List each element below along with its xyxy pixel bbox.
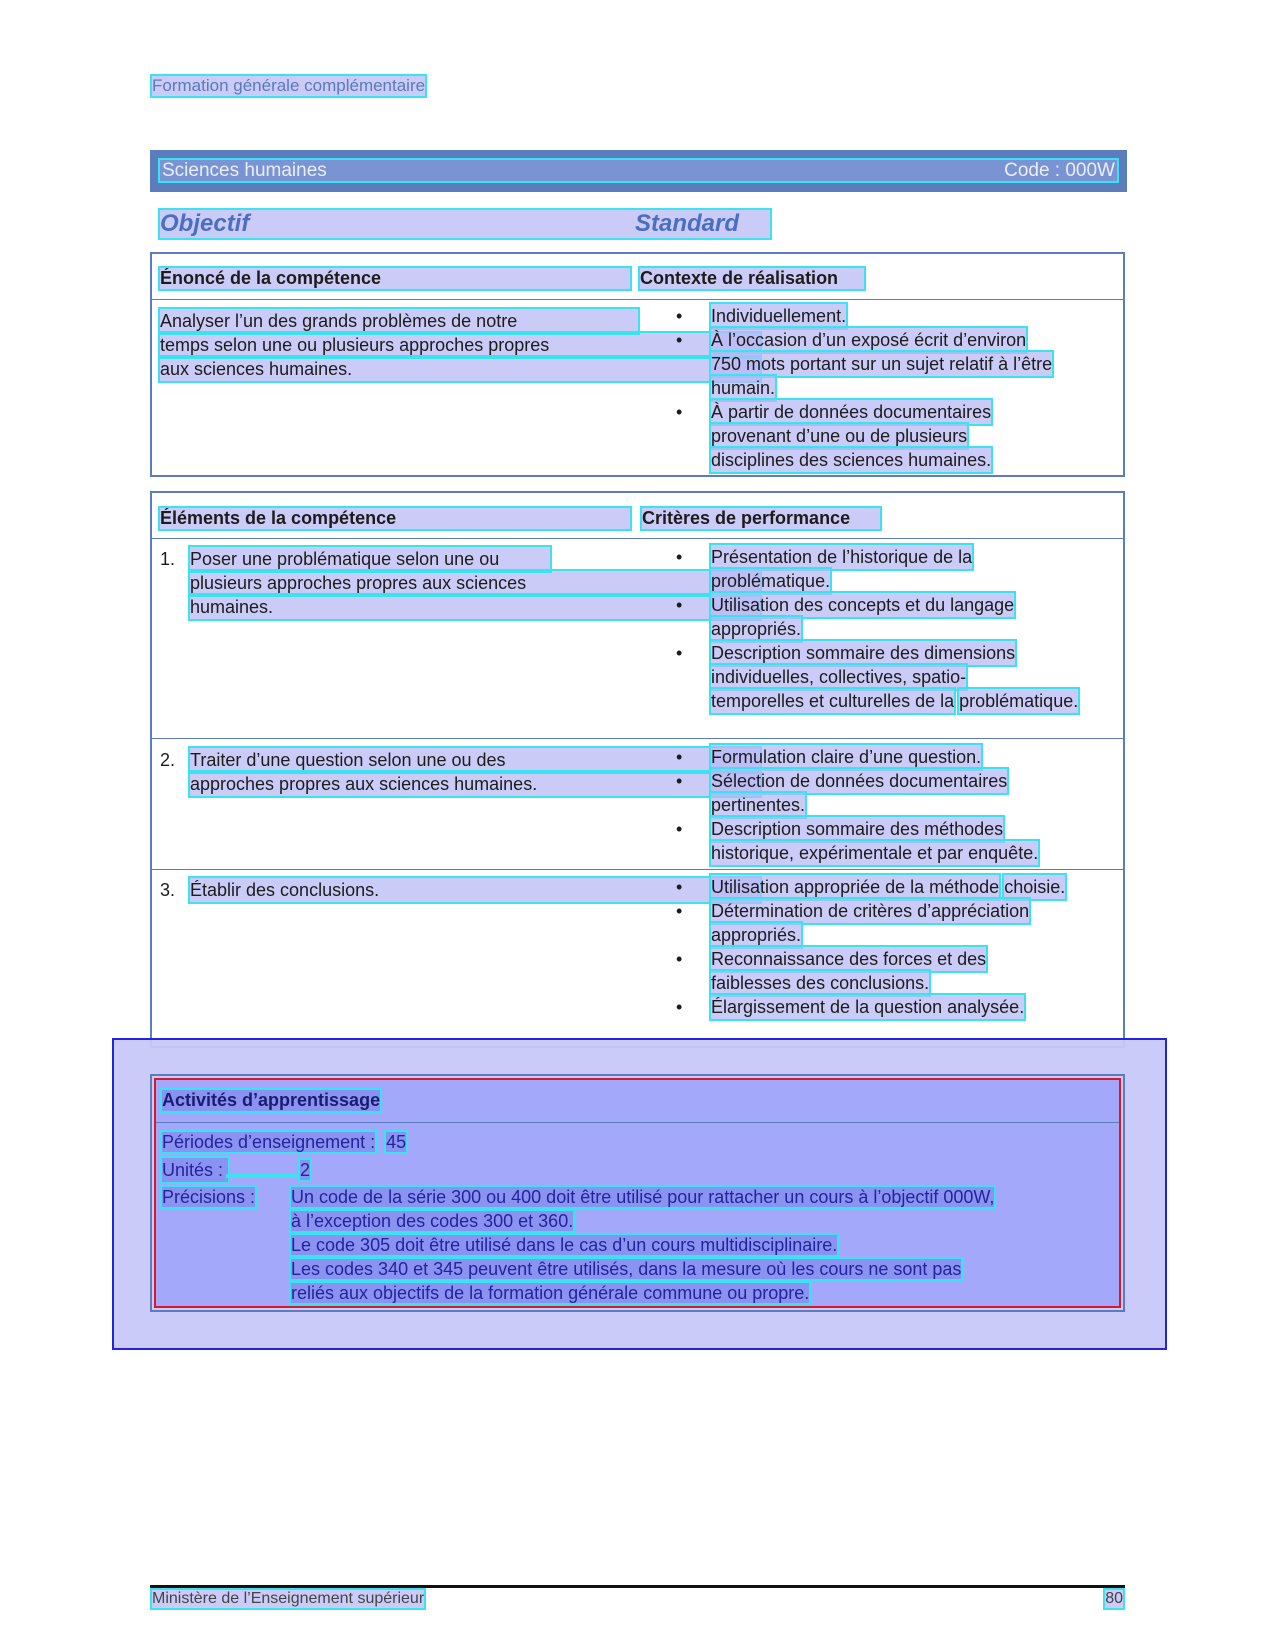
standard-heading: Standard [635, 210, 740, 237]
precisions-label-wrap [162, 1185, 255, 1209]
periods-value: 45 [386, 1132, 407, 1152]
elements-table: Éléments de la compétence Critères de performance 1. Poser une problématique selon une ou plusieurs approches propres aux sciences humaines. • Présentation de l’historique de la problématique. • Utilisation des concepts et du langage appropriés. • Description sommaire des dimensions individuelles, collectives, spatio- temporelles et culturelles de la problématique. 2. Traiter d’une question selon une ou des approches propres aux sciences humaines. • Formulation claire d’une question. • Sélection de données documentaires pertinentes. • Description sommaire des méthodes historique, expérimentale et par enquête. 3. Établir des conclusions. • Utilisation appropriée de la méthode choisie. • Détermination de critères d’appréciation appropriés. • Reconnaissance des forces et des faiblesses des conclusions. • Élargissement de la question analysée. [150, 491, 1125, 1048]
footer-ministry: Ministère de l’Enseignement supérieur [152, 1590, 425, 1607]
activities-content [154, 1078, 1121, 1308]
page-number: 80 [1105, 1590, 1123, 1607]
criteria-list [676, 875, 1096, 1019]
precisions-text: Un code de la série 300 ou 400 doit être utilisé pour rattacher un cours à l’objectif 000W, à l’exception des codes 300 et 360. Le code 305 doit être utilisé dans le cas d’un cours multidisciplinaire. Les codes 340 et 345 peuvent être utilisés, dans la mesure où les cours ne sont pas reliés aux objectifs de la formation générale commune ou propre. [291, 1187, 995, 1303]
objective-code: Code : 000W [1004, 159, 1115, 181]
criteria-list [676, 545, 1096, 713]
list-item: • Détermination de critères d’appréciation appropriés. [676, 899, 1096, 947]
discipline-banner [150, 150, 1127, 192]
list-item: • Élargissement de la question analysée. [676, 995, 1096, 1019]
list-item: • Utilisation des concepts et du langage appropriés. [676, 593, 1096, 641]
units-row [162, 1158, 310, 1182]
periods-label: Périodes d’enseignement : [162, 1132, 376, 1152]
units-value: 2 [300, 1160, 311, 1180]
context-list [676, 304, 1096, 472]
competence-table [150, 252, 1125, 477]
list-item: • Description sommaire des dimensions individuelles, collectives, spatio- temporelles et culturelles de la problématique. [676, 641, 1096, 713]
list-item: • À partir de données documentaires provenant d’une ou de plusieurs disciplines des sciences humaines. [676, 400, 1096, 472]
criteria-header: Critères de performance [642, 508, 880, 529]
precisions-label: Précisions : [162, 1187, 256, 1207]
criteria-list [676, 745, 1096, 865]
list-item: • Présentation de l’historique de la problématique. [676, 545, 1096, 593]
activities-title: Activités d’apprentissage [162, 1090, 381, 1110]
statement-header: Énoncé de la compétence [160, 268, 630, 289]
list-item: • Individuellement. [676, 304, 1096, 328]
list-item: • Formulation claire d’une question. [676, 745, 1096, 769]
list-item: • Reconnaissance des forces et des faiblesses des conclusions. [676, 947, 1096, 995]
context-header: Contexte de réalisation [640, 268, 864, 289]
list-item: • Utilisation appropriée de la méthode choisie. [676, 875, 1096, 899]
units-label: Unités : [162, 1158, 228, 1182]
objective-heading: Objectif [160, 210, 250, 237]
competence-statement: Analyser l’un des grands problèmes de notre temps selon une ou plusieurs approches propres aux sciences humaines. [160, 309, 760, 381]
list-item: • Description sommaire des méthodes historique, expérimentale et par enquête. [676, 817, 1096, 865]
elements-header: Éléments de la compétence [160, 508, 630, 529]
periods-row [162, 1130, 406, 1154]
list-item: • Sélection de données documentaires pertinentes. [676, 769, 1096, 817]
footer-divider [150, 1585, 1125, 1588]
list-item: • À l’occasion d’un exposé écrit d’environ 750 mots portant sur un sujet relatif à l’être humain. [676, 328, 1096, 400]
program-header: Formation générale complémentaire [152, 76, 426, 95]
objective-standard-heading [160, 210, 770, 238]
discipline-title: Sciences humaines [162, 159, 327, 181]
